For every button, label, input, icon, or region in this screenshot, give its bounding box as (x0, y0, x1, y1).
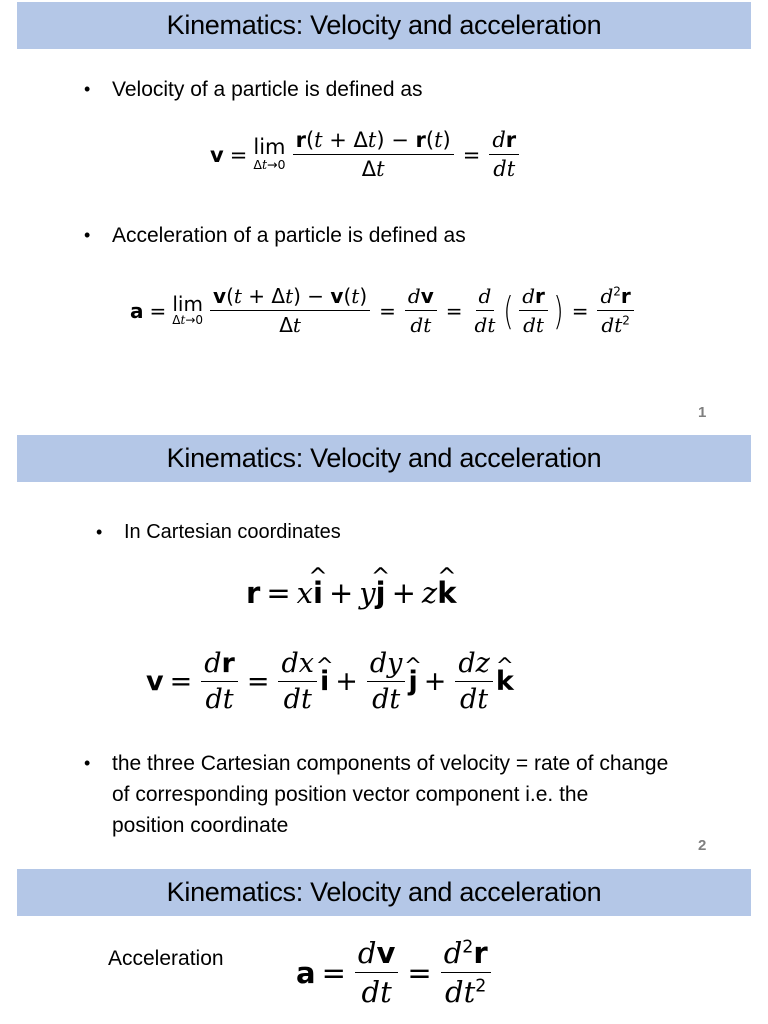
cartesian-velocity-equation: v = $\frac{dr}{dt}$ = $\frac{dx}{dt}$ ^ i + $\frac{dy}{dt}$ ^ j + $\frac{dz}{dt}$ ^ k (146, 648, 514, 715)
velocity-definition-equation: v = lim Δt→0 $\frac{r(t + \Delta t) - r(t)}{\Delta t}$ = $\frac{dr}{dt}$ (210, 128, 522, 181)
bullet-dot: • (84, 225, 91, 245)
page-number: 1 (698, 404, 707, 421)
position-vector-equation: r = x ^ i + y ^ j + z ^ k (246, 576, 456, 610)
bullet-velocity-definition: • Velocity of a particle is defined as (112, 74, 423, 105)
acceleration-definition-equation: a = lim Δt→0 $\frac{v(t + \Delta t) - v(t)}{\Delta t}$ = $\frac{dv}{dt}$ = $\frac{d}{dt}$ ( $\frac{dr}{dt}$ ) = $\frac{d^2r}{dt^2}$ (130, 284, 637, 337)
bullet-cartesian-coordinates: • In Cartesian coordinates (124, 517, 341, 548)
acceleration-derivative-equation: a = $\frac{dv}{dt}$ = $\frac{d^2r}{dt^2}$ (296, 936, 494, 1009)
slide-title: Kinematics: Velocity and acceleration (17, 869, 751, 916)
bullet-dot: • (84, 79, 91, 99)
bullet-dot: • (96, 522, 103, 542)
slide-title: Kinematics: Velocity and acceleration (17, 435, 751, 482)
bullet-velocity-components: • the three Cartesian components of velocity = rate of change of corresponding position vector component i.e. the position coordinate (112, 748, 668, 841)
acceleration-label: Acceleration (108, 947, 224, 970)
bullet-dot: • (84, 753, 91, 773)
bullet-acceleration-definition: • Acceleration of a particle is defined as (112, 220, 466, 251)
slide-title: Kinematics: Velocity and acceleration (17, 2, 751, 49)
page-number: 2 (698, 837, 707, 854)
